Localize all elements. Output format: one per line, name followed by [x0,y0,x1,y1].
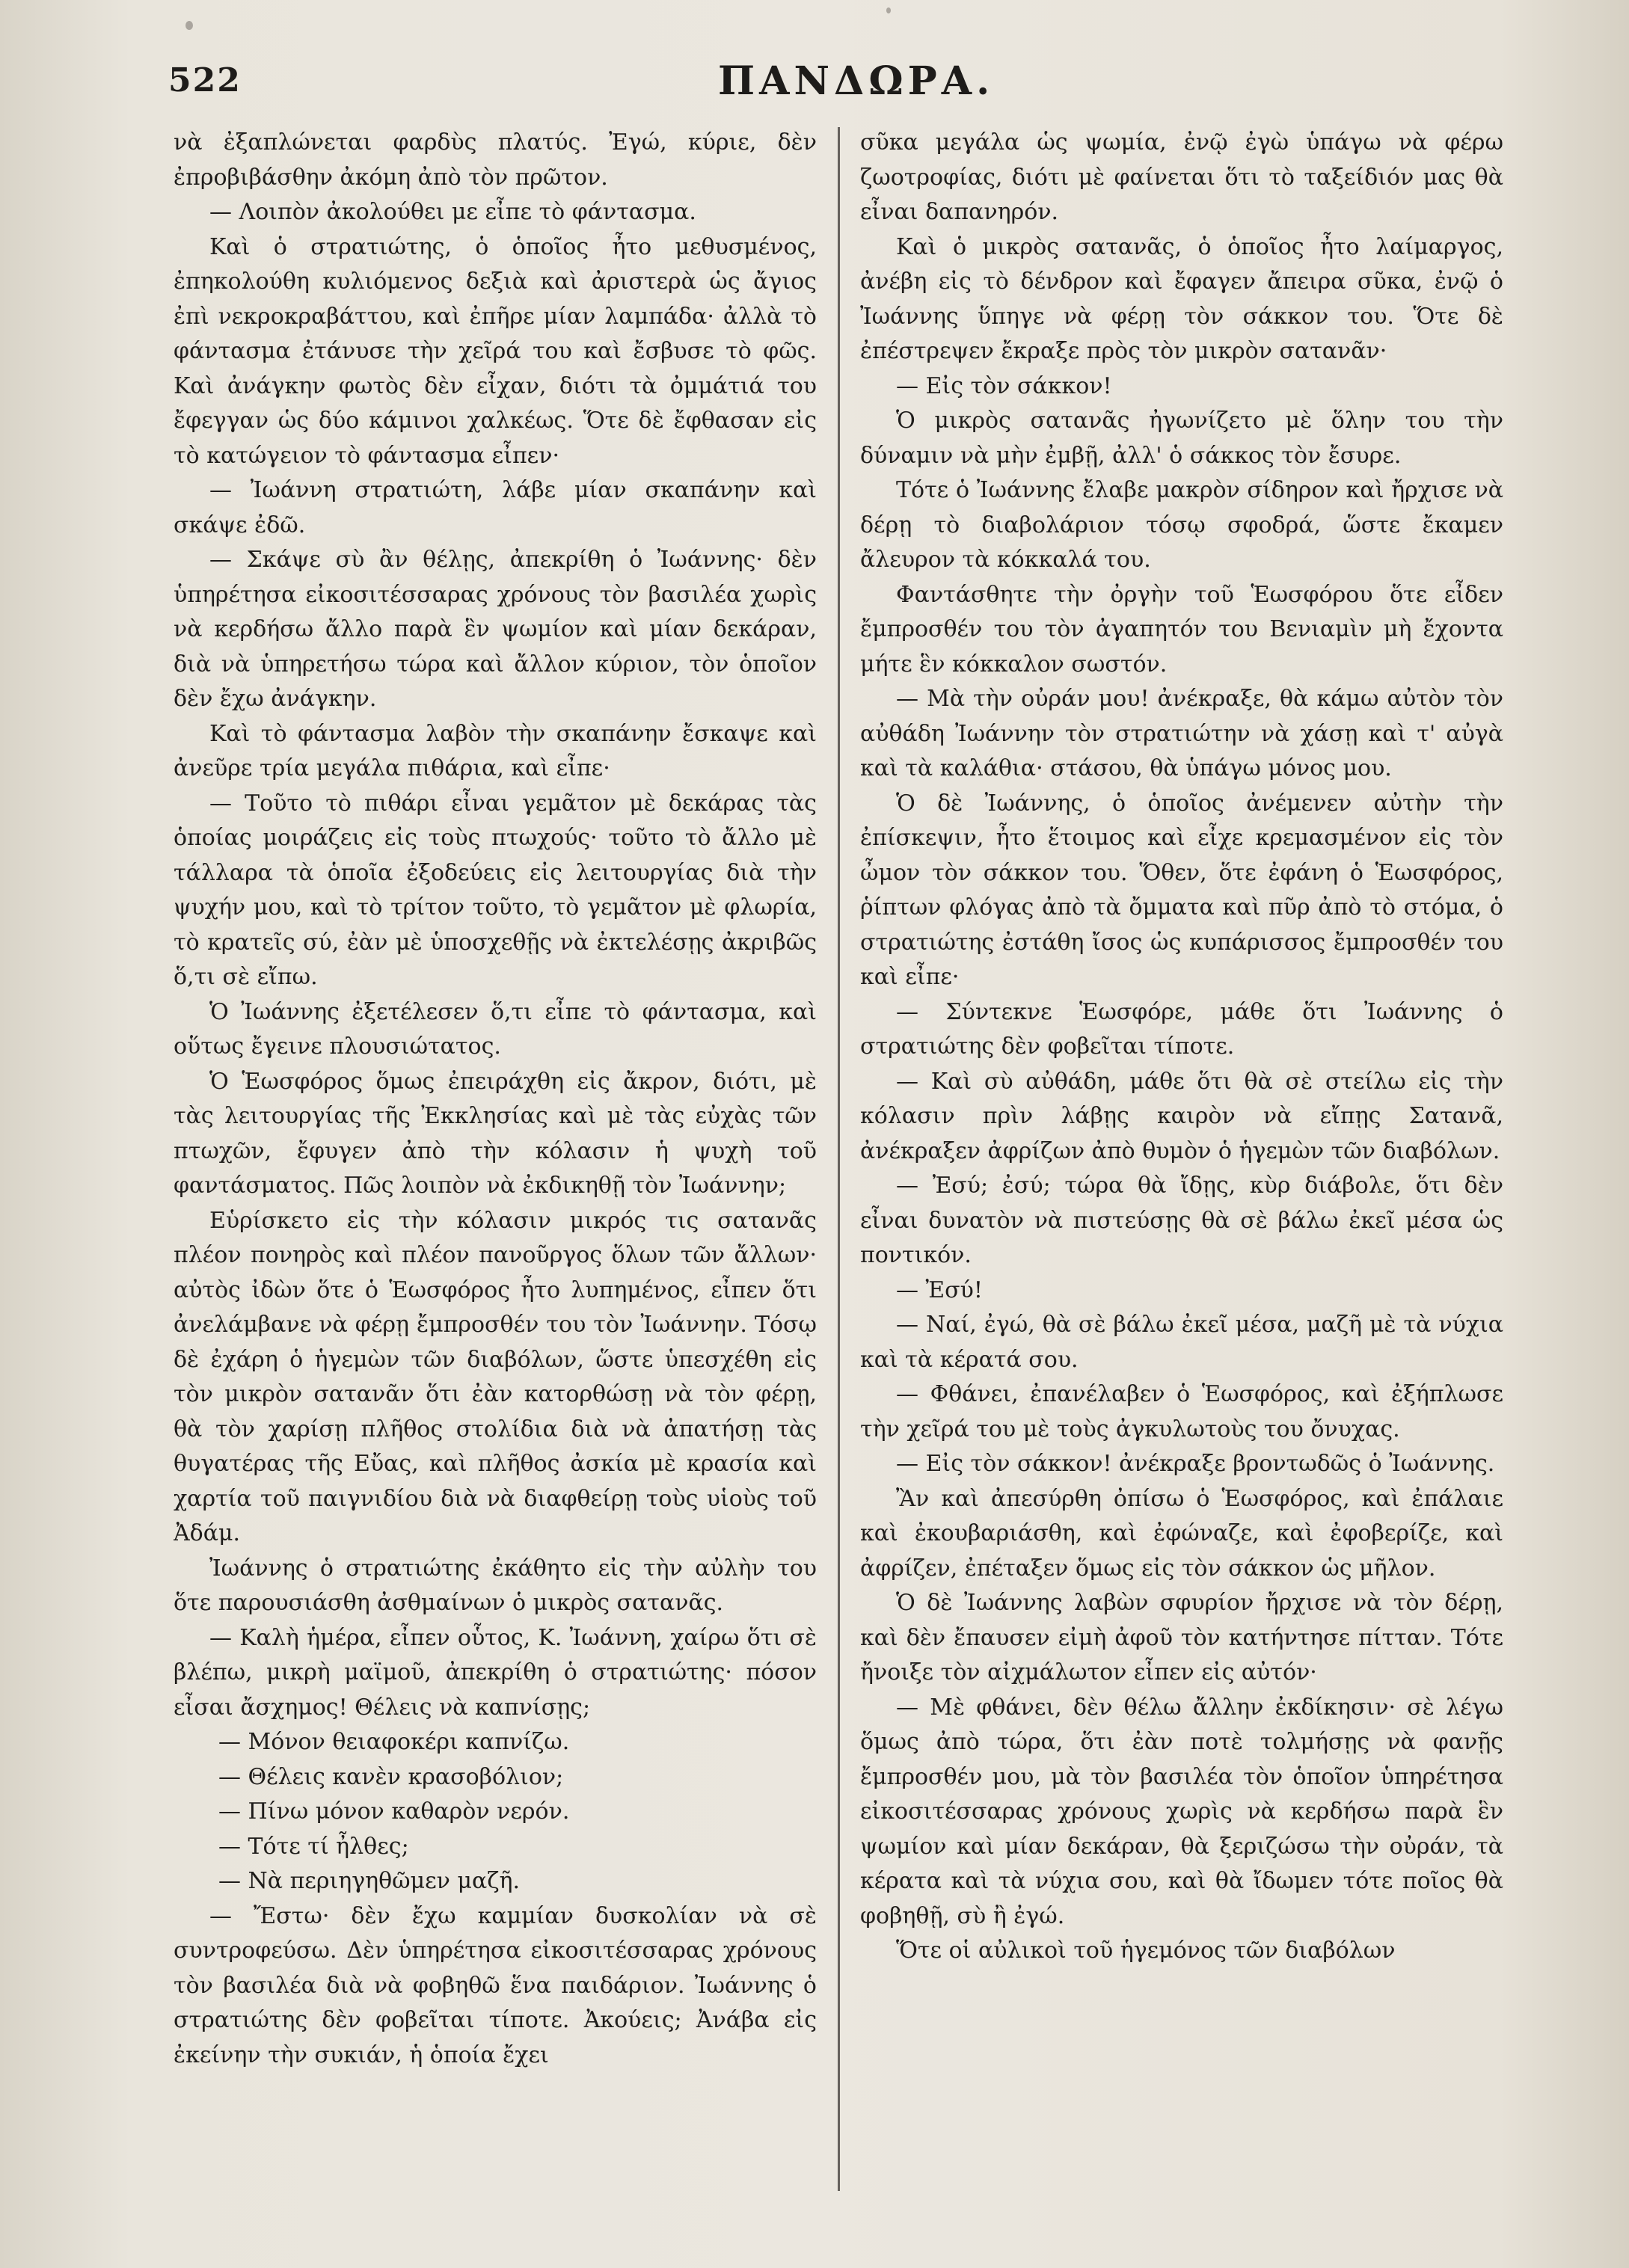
paragraph: Ὅτε οἱ αὐλικοὶ τοῦ ἡγεμόνος τῶν διαβόλων [896,1937,1396,1964]
paragraph: — Σύντεκνε Ἑωσφόρε, μάθε ὅτι Ἰωάννης ὁ στρατιώτης δὲν φοβεῖται τίποτε. [860,998,1503,1060]
paragraph: — Λοιπὸν ἀκολούθει με εἶπε τὸ φάντασμα. [209,199,696,225]
paragraph: Καὶ τὸ φάντασμα λαβὸν τὴν σκαπάνην ἔσκαψε καὶ ἀνεῦρε τρία μεγάλα πιθάρια, καὶ εἶπε· [174,720,817,781]
paragraph: — Ἐσύ! [896,1276,983,1303]
running-title: ΠΑΝΔΩΡΑ. [718,58,995,104]
paragraph: Τότε ὁ Ἰωάννης ἔλαβε μακρὸν σίδηρον καὶ ἤρχισε νὰ δέρῃ τὸ διαβολάριον τόσῳ σφοδρά, ὥστε ἔκαμεν ἄλευρον τὰ κόκκαλά του. [860,477,1503,573]
paragraph: νὰ ἐξαπλώνεται φαρδὺς πλατύς. Ἐγώ, κύριε, δὲν ἐπροβιβάσθην ἀκόμη ἀπὸ τὸν πρῶτον. [174,129,817,191]
paragraph: Καὶ ὁ μικρὸς σατανᾶς, ὁ ὁποῖος ἦτο λαίμαργος, ἀνέβη εἰς τὸ δένδρον καὶ ἔφαγεν ἄπειρα σῦκα, ἐνῷ ὁ Ἰωάννης ὕπηγε νὰ φέρῃ τὸν σάκκον του. Ὅτε δὲ ἐπέστρεψεν ἔκραξε πρὸς τὸν μικρὸν σατανᾶν· [860,233,1503,364]
paper-speck [185,21,193,30]
paragraph: — Ναί, ἐγώ, θὰ σὲ βάλω ἐκεῖ μέσα, μαζῆ μὲ τὰ νύχια καὶ τὰ κέρατά σου. [860,1312,1503,1373]
paragraph: — Σκάψε σὺ ἂν θέλῃς, ἀπεκρίθη ὁ Ἰωάννης· δὲν ὑπηρέτησα εἰκοσιτέσσαρας χρόνους τὸν βασιλέα χωρὶς νὰ κερδήσω ἄλλο παρὰ ἓν ψωμίον καὶ μίαν δεκάραν, διὰ νὰ ὑπηρετήσω τώρα καὶ ἄλλον κύριον, τὸν ὁποῖον δὲν ἔχω ἀνάγκην. [174,547,817,712]
right-column [860,126,1503,2212]
paragraph: — Καὶ σὺ αὐθάδη, μάθε ὅτι θὰ σὲ στείλω εἰς τὴν κόλασιν πρὶν λάβῃς καιρὸν νὰ εἴπῃς Σατανᾶ, ἀνέκραξεν ἀφρίζων ἀπὸ θυμὸν ὁ ἡγεμὼν τῶν διαβόλων. [860,1068,1503,1164]
left-column [174,126,817,2212]
paragraph: — Μὲ φθάνει, δὲν θέλω ἄλλην ἐκδίκησιν· σὲ λέγω ὅμως ἀπὸ τώρα, ὅτι ἐὰν ποτὲ τολμήσῃς νὰ φανῇς ἔμπροσθέν μου, μὰ τὸν βασιλέα τὸν ὁποῖον ὑπηρέτησα εἰκοσιτέσσαρας χρόνους χωρὶς νὰ κερδήσω παρὰ ἓν ψωμίον καὶ μίαν δεκάραν, θὰ ξεριζώσω τὴν οὐράν, τὰ κέρατα καὶ τὰ νύχια σου, καὶ θὰ ἴδωμεν τότε ποῖος θὰ φοβηθῇ, σὺ ἢ ἐγώ. [860,1694,1503,1929]
paragraph: σῦκα μεγάλα ὡς ψωμία, ἐνῷ ἐγὼ ὑπάγω νὰ φέρω ζωοτροφίας, διότι μὲ φαίνεται ὅτι τὸ ταξείδιόν μας θὰ εἶναι δαπανηρόν. [860,129,1503,225]
paragraph: — Θέλεις κανὲν κρασοβόλιον; [218,1763,564,1790]
paragraph: Φαντάσθητε τὴν ὀργὴν τοῦ Ἑωσφόρου ὅτε εἶδεν ἔμπροσθέν του τὸν ἀγαπητόν του Βενιαμὶν μὴ ἔχοντα μήτε ἓν κόκκαλον σωστόν. [860,581,1503,677]
paragraph: — Φθάνει, ἐπανέλαβεν ὁ Ἑωσφόρος, καὶ ἐξήπλωσε τὴν χεῖρά του μὲ τοὺς ἀγκυλωτοὺς του ὄνυχας. [860,1381,1503,1442]
paragraph: Ἰωάννης ὁ στρατιώτης ἐκάθητο εἰς τὴν αὐλὴν του ὅτε παρουσιάσθη ἀσθμαίνων ὁ μικρὸς σατανᾶς. [174,1555,817,1616]
paragraph: — Εἰς τὸν σάκκον! [896,372,1112,399]
paragraph: — Μὰ τὴν οὐράν μου! ἀνέκραξε, θὰ κάμω αὐτὸν τὸν αὐθάδη Ἰωάννην τὸν στρατιώτην νὰ χάσῃ καὶ τ' αὐγὰ καὶ τὰ καλάθια· στάσου, θὰ ὑπάγω μόνος μου. [860,686,1503,781]
paragraph: — Ἰωάννη στρατιώτη, λάβε μίαν σκαπάνην καὶ σκάψε ἐδῶ. [174,477,817,538]
paragraph: Εὑρίσκετο εἰς τὴν κόλασιν μικρός τις σατανᾶς πλέον πονηρὸς καὶ πλέον πανοῦργος ὅλων τῶν ἄλλων· αὐτὸς ἰδὼν ὅτε ὁ Ἑωσφόρος ἦτο λυπημένος, εἶπεν ὅτι ἀνελάμβανε νὰ φέρῃ ἔμπροσθέν του τὸν Ἰωάννην. Τόσῳ δὲ ἐχάρη ὁ ἡγεμὼν τῶν διαβόλων, ὥστε ὑπεσχέθη εἰς τὸν μικρὸν σατανᾶν ὅτι ἐὰν κατορθώσῃ νὰ τὸν φέρῃ, θὰ τὸν χαρίσῃ πλῆθος στολίδια διὰ νὰ ἀπατήσῃ τὰς θυγατέρας τῆς Εὔας, καὶ πλῆθος ἀσκία μὲ κρασία καὶ χαρτία τοῦ παιγνιδίου διὰ νὰ διαφθείρῃ τοὺς υἱοὺς τοῦ Ἀδάμ. [174,1207,817,1546]
paragraph: — Πίνω μόνον καθαρὸν νερόν. [218,1798,570,1825]
paragraph: — Ἐσύ; ἐσύ; τώρα θὰ ἴδῃς, κὺρ διάβολε, ὅτι δὲν εἶναι δυνατὸν νὰ πιστεύσῃς θὰ σὲ βάλω ἐκεῖ μέσα ὡς ποντικόν. [860,1173,1503,1268]
paragraph: — Μόνον θειαφοκέρι καπνίζω. [218,1729,570,1755]
paragraph: Ὁ Ἰωάννης ἐξετέλεσεν ὅ,τι εἶπε τὸ φάντασμα, καὶ οὕτως ἔγεινε πλουσιώτατος. [174,998,817,1060]
paragraph: Ὁ μικρὸς σατανᾶς ἠγωνίζετο μὲ ὅλην του τὴν δύναμιν νὰ μὴν ἐμβῇ, ἀλλ' ὁ σάκκος τὸν ἔσυρε. [860,408,1503,469]
paragraph: Καὶ ὁ στρατιώτης, ὁ ὁποῖος ἦτο μεθυσμένος, ἐπηκολούθη κυλιόμενος δεξιὰ καὶ ἀριστερὰ ὡς ἄγιος ἐπὶ νεκροκραβάττου, καὶ ἐπῆρε μίαν λαμπάδα· ἀλλὰ τὸ φάντασμα ἐτάνυσε τὴν χεῖρά του καὶ ἔσβυσε τὸ φῶς. Καὶ ἀνάγκην φωτὸς δὲν εἶχαν, διότι τὰ ὀμμάτιά του ἔφεγγαν ὡς δύο κάμινοι χαλκέως. Ὅτε δὲ ἔφθασαν εἰς τὸ κατώγειον τὸ φάντασμα εἶπεν· [174,233,817,469]
paragraph: — Νὰ περιηγηθῶμεν μαζῆ. [218,1868,520,1894]
page-number: 522 [168,61,242,99]
paragraph: — Τοῦτο τὸ πιθάρι εἶναι γεμᾶτον μὲ δεκάρας τὰς ὁποίας μοιράζεις εἰς τοὺς πτωχούς· τοῦτο τὸ ἄλλο μὲ τάλλαρα τὰ ὁποῖα ἐξοδεύεις εἰς λειτουργίας διὰ τὴν ψυχήν μου, καὶ τὸ τρίτον τοῦτο, τὸ γεμᾶτον μὲ φλωρία, τὸ κρατεῖς σύ, ἐὰν μὲ ὑποσχεθῇς νὰ ἐκτελέσῃς ἀκριβῶς ὅ,τι σὲ εἴπω. [174,790,817,990]
paragraph: Ὁ δὲ Ἰωάννης λαβὼν σφυρίον ἤρχισε νὰ τὸν δέρῃ, καὶ δὲν ἔπαυσεν εἰμὴ ἀφοῦ τὸν κατήντησε πίτταν. Τότε ἤνοιξε τὸν αἰχμάλωτον εἶπεν εἰς αὐτόν· [860,1590,1503,1685]
paper-speck [886,7,891,13]
paragraph: — Εἰς τὸν σάκκον! ἀνέκραξε βροντωδῶς ὁ Ἰωάννης. [896,1451,1495,1477]
paragraph: Ἂν καὶ ἀπεσύρθη ὀπίσω ὁ Ἑωσφόρος, καὶ ἐπάλαιε καὶ ἐκουβαριάσθη, καὶ ἐφώναζε, καὶ ἐφοβερίζε, καὶ ἀφρίζεν, ἐπέταξεν ὅμως εἰς τὸν σάκκον ὡς μῆλον. [860,1485,1503,1582]
paragraph: — Καλὴ ἡμέρα, εἶπεν οὗτος, Κ. Ἰωάννη, χαίρω ὅτι σὲ βλέπω, μικρὴ μαϊμοῦ, ἀπεκρίθη ὁ στρατιώτης· πόσον εἶσαι ἄσχημος! Θέλεις νὰ καπνίσῃς; [174,1624,817,1721]
page-header [0,52,1629,120]
paragraph: — Τότε τί ἦλθες; [218,1833,409,1860]
paragraph: Ὁ δὲ Ἰωάννης, ὁ ὁποῖος ἀνέμενεν αὐτὴν τὴν ἐπίσκεψιν, ἦτο ἕτοιμος καὶ εἶχε κρεμασμένον εἰς τὸν ὦμον τὸν σάκκον του. Ὅθεν, ὅτε ἐφάνη ὁ Ἑωσφόρος, ῥίπτων φλόγας ἀπὸ τὰ ὄμματα καὶ πῦρ ἀπὸ τὸ στόμα, ὁ στρατιώτης ἐστάθη ἴσος ὡς κυπάρισσος ἔμπροσθέν του καὶ εἶπε· [860,790,1503,990]
paragraph: — Ἔστω· δὲν ἔχω καμμίαν δυσκολίαν νὰ σὲ συντροφεύσω. Δὲν ὑπηρέτησα εἰκοσιτέσσαρας χρόνους τὸν βασιλέα διὰ νὰ φοβηθῶ ἕνα παιδάριον. Ἰωάννης ὁ στρατιώτης δὲν φοβεῖται τίποτε. Ἀκούεις; Ἀνάβα εἰς ἐκείνην τὴν συκιάν, ἡ ὁποία ἔχει [174,1902,817,2068]
column-divider [838,127,840,2191]
paragraph: Ὁ Ἑωσφόρος ὅμως ἐπειράχθη εἰς ἄκρον, διότι, μὲ τὰς λειτουργίας τῆς Ἐκκλησίας καὶ μὲ τὰς εὐχὰς τῶν πτωχῶν, ἔφυγεν ἀπὸ τὴν κόλασιν ἡ ψυχὴ τοῦ φαντάσματος. Πῶς λοιπὸν νὰ ἐκδικηθῇ τὸν Ἰωάννην; [174,1068,817,1199]
